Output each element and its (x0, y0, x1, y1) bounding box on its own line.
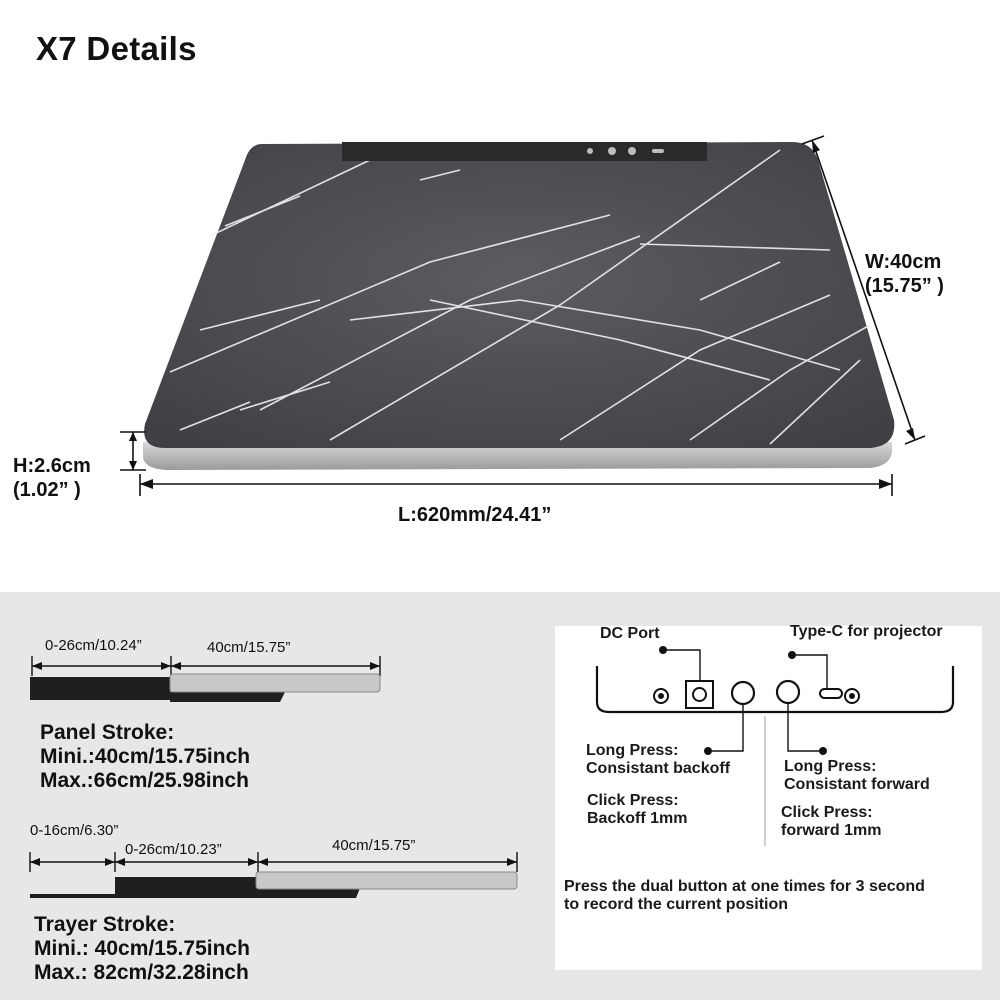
forward-click-press-label: Click Press: (781, 804, 873, 821)
width-label: W:40cm (865, 251, 942, 273)
panel-stroke-max: Max.:66cm/25.98inch (40, 769, 249, 792)
trayer-stroke-max: Max.: 82cm/32.28inch (34, 961, 249, 984)
backoff-click-press-label: Click Press: (587, 792, 679, 809)
trayer-stroke-title: Trayer Stroke: (34, 913, 176, 936)
height-label: H:2.6cm (13, 455, 91, 477)
backoff-long-press-label: Long Press: (586, 742, 679, 759)
forward-button-icon (777, 681, 799, 703)
dc-port-label: DC Port (600, 625, 660, 642)
panel-stroke-base (30, 677, 170, 700)
backoff-button-icon (732, 682, 754, 704)
dc-port-icon (686, 681, 713, 708)
panel-stroke-mini: Mini.:40cm/15.75inch (40, 745, 251, 768)
trayer-stroke-dim-a: 0-16cm/6.30” (30, 822, 119, 839)
panel-top (144, 142, 894, 448)
forward-long-press-label: Long Press: (784, 758, 877, 775)
panel-stroke-title: Panel Stroke: (40, 721, 175, 744)
panel-stroke-top (170, 674, 380, 692)
page-title: X7 Details (36, 30, 197, 67)
trayer-stroke-dim-b: 0-26cm/10.23” (125, 841, 222, 858)
type-c-label: Type-C for projector (790, 623, 943, 640)
trayer-stroke-top (256, 872, 517, 889)
trayer-stroke-dim-lines (30, 852, 517, 872)
backoff-click-press-desc: Backoff 1mm (587, 810, 688, 827)
trayer-stroke-dim-c: 40cm/15.75” (332, 837, 416, 854)
panel-stroke-dim-right: 40cm/15.75” (207, 639, 291, 656)
trayer-stroke-mini: Mini.: 40cm/15.75inch (34, 937, 250, 960)
length-dimension-line (140, 474, 892, 496)
record-position-note-line1: Press the dual button at one times for 3 second (564, 878, 925, 895)
forward-long-press-desc: Consistant forward (784, 776, 930, 793)
panel-stroke-dim-left: 0-26cm/10.24” (45, 637, 142, 654)
record-position-note-line2: to record the current position (564, 896, 789, 913)
width-inch-label: (15.75” ) (865, 275, 944, 297)
backoff-long-press-desc: Consistant backoff (586, 760, 731, 777)
controller-housing (597, 666, 953, 712)
length-label: L:620mm/24.41” (398, 504, 552, 526)
height-inch-label: (1.02” ) (13, 479, 81, 501)
forward-click-press-desc: forward 1mm (781, 822, 882, 839)
panel-stroke-dim-lines (32, 656, 380, 676)
type-c-port-icon (820, 689, 842, 698)
